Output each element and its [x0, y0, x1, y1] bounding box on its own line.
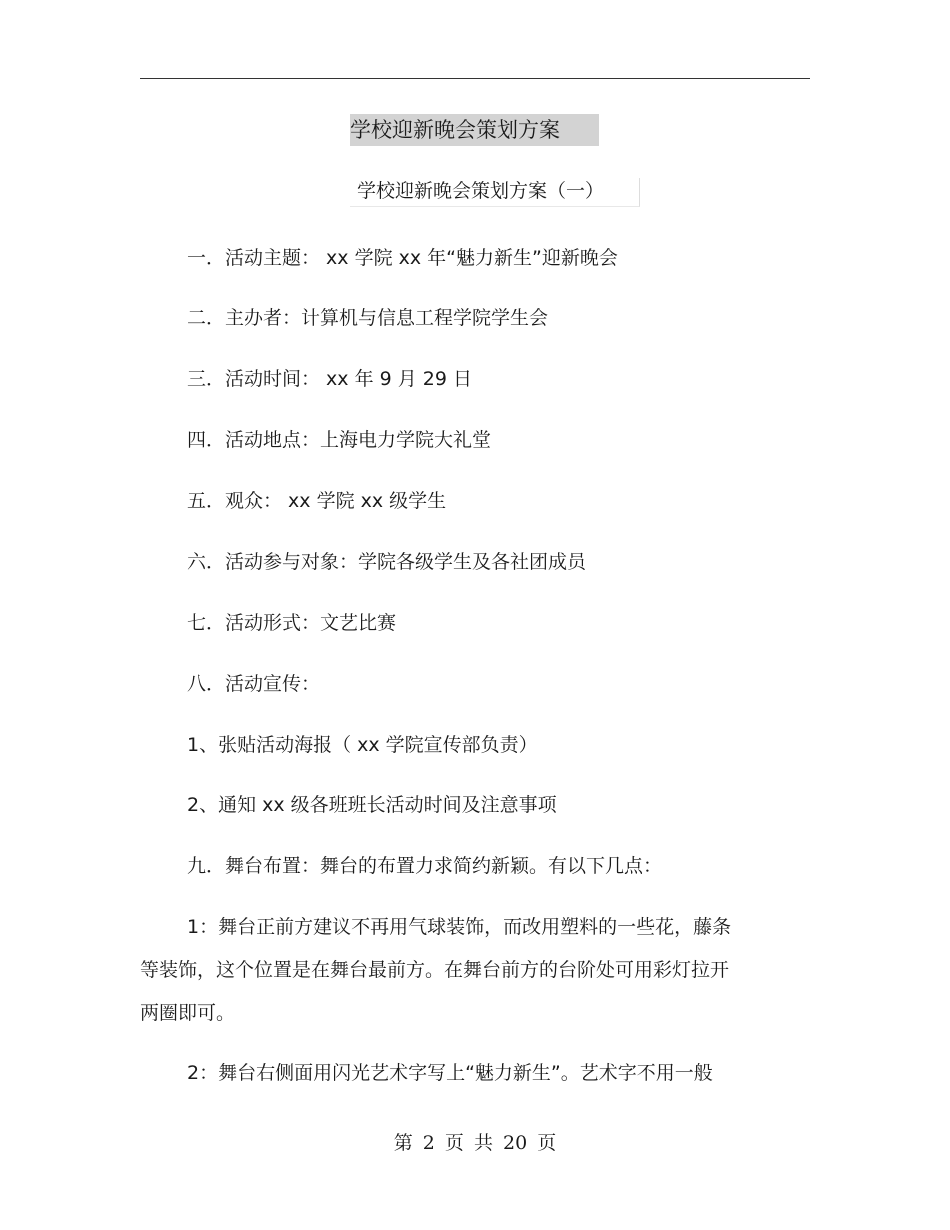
paragraph-stage-item-1-line-2: 等装饰，这个位置是在舞台最前方。在舞台前方的台阶处可用彩灯拉开	[140, 959, 730, 981]
paragraph-participants: 六．活动参与对象：学院各级学生及各社团成员	[187, 551, 587, 573]
paragraph-publicity: 八．活动宣传：	[187, 673, 321, 695]
paragraph-stage-item-1-line-1: 1：舞台正前方建议不再用气球装饰，而改用塑料的一些花，藤条	[187, 916, 732, 938]
document-subtitle: 学校迎新晚会策划方案（一）	[357, 180, 605, 202]
paragraph-audience: 五．观众： xx 学院 xx 级学生	[187, 490, 447, 512]
paragraph-time: 三．活动时间： xx 年 9 月 29 日	[187, 368, 472, 390]
paragraph-publicity-item-1: 1、张贴活动海报（ xx 学院宣传部负责）	[187, 734, 538, 756]
paragraph-format: 七．活动形式：文艺比赛	[187, 612, 397, 634]
paragraph-stage-item-2-line-1: 2：舞台右侧面用闪光艺术字写上“魅力新生”。艺术字不用一般	[187, 1062, 713, 1084]
document-title: 学校迎新晚会策划方案	[350, 114, 599, 146]
paragraph-publicity-item-2: 2、通知 xx 级各班班长活动时间及注意事项	[187, 794, 557, 816]
paragraph-stage: 九．舞台布置：舞台的布置力求简约新颖。有以下几点：	[187, 855, 663, 877]
paragraph-organizer: 二．主办者：计算机与信息工程学院学生会	[187, 307, 549, 329]
paragraph-theme: 一．活动主题： xx 学院 xx 年“魅力新生”迎新晚会	[187, 247, 618, 269]
page-number: 第 2 页 共 20 页	[393, 1132, 557, 1154]
header-rule	[140, 78, 810, 79]
paragraph-location: 四．活动地点：上海电力学院大礼堂	[187, 429, 492, 451]
paragraph-stage-item-1-line-3: 两圈即可。	[140, 1002, 236, 1024]
